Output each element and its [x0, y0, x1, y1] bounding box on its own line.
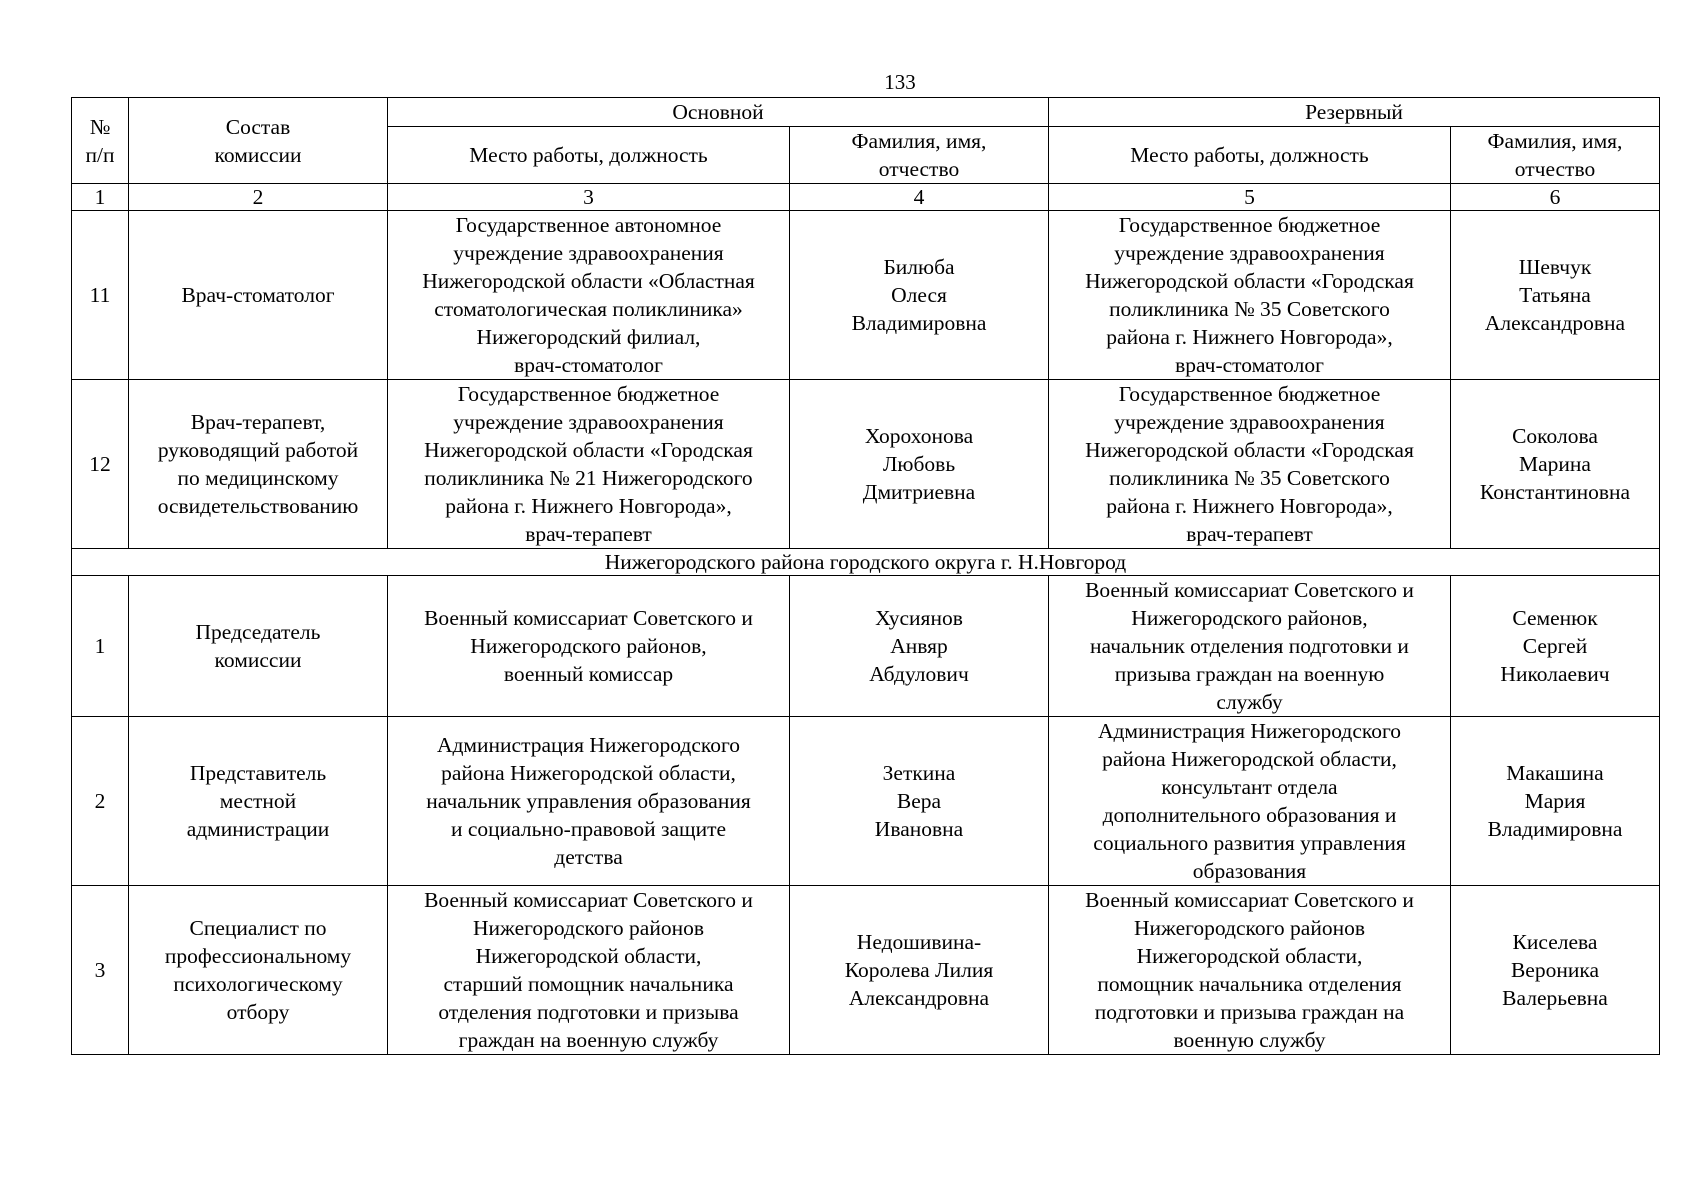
row-reserve-name: Киселева Вероника Валерьевна — [1451, 886, 1660, 1055]
row-main-work: Государственное автономное учреждение здравоохранения Нижегородской области «Областная стоматологическая поликлиника» Нижегородский филиал, врач-стоматолог — [388, 211, 790, 380]
row-main-name: Хусиянов Анвяр Абдулович — [790, 576, 1049, 717]
row-number: 11 — [72, 211, 129, 380]
row-main-name: Недошивина- Королева Лилия Александровна — [790, 886, 1049, 1055]
column-number: 5 — [1049, 184, 1451, 211]
row-main-work: Администрация Нижегородского района Нижегородской области, начальник управления образования и социально-правовой защите детства — [388, 717, 790, 886]
header-main: Основной — [388, 98, 1049, 127]
column-number: 1 — [72, 184, 129, 211]
row-main-name: Хорохонова Любовь Дмитриевна — [790, 380, 1049, 549]
header-reserve: Резервный — [1049, 98, 1660, 127]
header-num: № п/п — [72, 98, 129, 184]
column-number: 4 — [790, 184, 1049, 211]
row-reserve-work: Военный комиссариат Советского и Нижегородского районов, начальник отделения подготовки и призыва граждан на военную службу — [1049, 576, 1451, 717]
row-number: 2 — [72, 717, 129, 886]
column-number: 3 — [388, 184, 790, 211]
column-number: 2 — [129, 184, 388, 211]
row-reserve-work: Военный комиссариат Советского и Нижегородского районов Нижегородской области, помощник начальника отделения подготовки и призыва граждан на военную службу — [1049, 886, 1451, 1055]
column-number: 6 — [1451, 184, 1660, 211]
header-reserve-workplace: Место работы, должность — [1049, 127, 1451, 184]
header-main-fio: Фамилия, имя, отчество — [790, 127, 1049, 184]
column-number-row — [72, 184, 1660, 211]
row-main-name: Билюба Олеся Владимировна — [790, 211, 1049, 380]
row-reserve-name: Соколова Марина Константиновна — [1451, 380, 1660, 549]
row-role: Врач-стоматолог — [129, 211, 388, 380]
header-main-workplace: Место работы, должность — [388, 127, 790, 184]
row-role: Врач-терапевт, руководящий работой по медицинскому освидетельствованию — [129, 380, 388, 549]
header-composition: Состав комиссии — [129, 98, 388, 184]
row-role: Специалист по профессиональному психологическому отбору — [129, 886, 388, 1055]
row-reserve-work: Администрация Нижегородского района Нижегородской области, консультант отдела дополнительного образования и социального развития управления образования — [1049, 717, 1451, 886]
page-number: 133 — [884, 70, 916, 94]
row-reserve-work: Государственное бюджетное учреждение здравоохранения Нижегородской области «Городская поликлиника № 35 Советского района г. Нижнего Новгорода», врач-стоматолог — [1049, 211, 1451, 380]
table-row — [72, 380, 1660, 549]
table-row — [72, 211, 1660, 380]
table-row — [72, 717, 1660, 886]
row-main-work: Военный комиссариат Советского и Нижегородского районов, военный комиссар — [388, 576, 790, 717]
row-role: Председатель комиссии — [129, 576, 388, 717]
row-main-name: Зеткина Вера Ивановна — [790, 717, 1049, 886]
header-reserve-fio: Фамилия, имя, отчество — [1451, 127, 1660, 184]
row-number: 12 — [72, 380, 129, 549]
row-main-work: Государственное бюджетное учреждение здравоохранения Нижегородской области «Городская поликлиника № 21 Нижегородского района г. Нижнего Новгорода», врач-терапевт — [388, 380, 790, 549]
row-reserve-name: Шевчук Татьяна Александровна — [1451, 211, 1660, 380]
table-row — [72, 576, 1660, 717]
row-main-work: Военный комиссариат Советского и Нижегородского районов Нижегородской области, старший помощник начальника отделения подготовки и призыва граждан на военную службу — [388, 886, 790, 1055]
section-title: Нижегородского района городского округа г. Н.Новгород — [72, 549, 1660, 576]
commission-table — [71, 97, 1660, 1055]
table-row — [72, 886, 1660, 1055]
row-reserve-work: Государственное бюджетное учреждение здравоохранения Нижегородской области «Городская поликлиника № 35 Советского района г. Нижнего Новгорода», врач-терапевт — [1049, 380, 1451, 549]
row-number: 3 — [72, 886, 129, 1055]
row-role: Представитель местной администрации — [129, 717, 388, 886]
row-reserve-name: Семенюк Сергей Николаевич — [1451, 576, 1660, 717]
section-row — [72, 549, 1660, 576]
header-row — [72, 98, 1660, 127]
row-reserve-name: Макашина Мария Владимировна — [1451, 717, 1660, 886]
row-number: 1 — [72, 576, 129, 717]
